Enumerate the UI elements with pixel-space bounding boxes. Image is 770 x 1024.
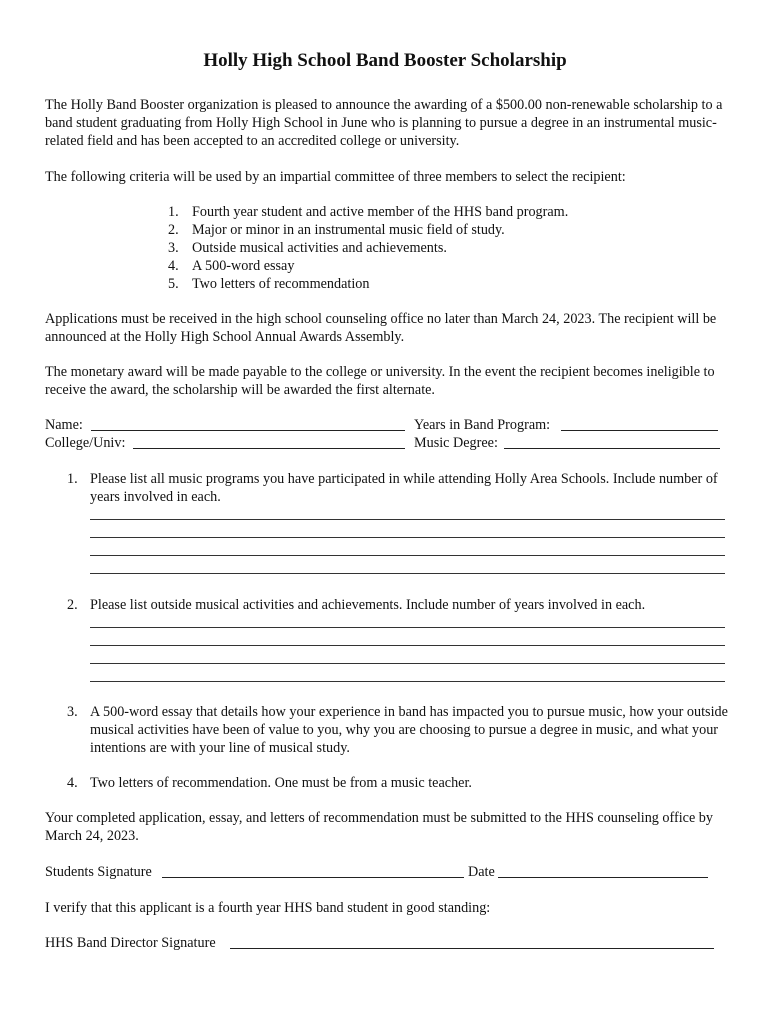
intro-paragraph: The Holly Band Booster organization is pleased to announce the awarding of a $500.00 non-renewable scholarship to a band student graduating from Holly High School in June who is planning to pursue a degree in an instrumental music-related field and has been accepted to an accredited college or university. bbox=[45, 97, 723, 149]
answer-line[interactable] bbox=[90, 537, 725, 538]
question-number: 2. bbox=[67, 597, 78, 613]
director-signature-field[interactable] bbox=[230, 948, 714, 949]
list-item bbox=[168, 275, 688, 293]
submit-paragraph: Your completed application, essay, and letters of recommendation must be submitted to the HHS counseling office by March 24, 2023. bbox=[45, 810, 713, 844]
question-4 bbox=[45, 774, 735, 792]
name-label: Name: bbox=[45, 417, 83, 433]
college-field[interactable] bbox=[133, 448, 405, 449]
list-number: 1. bbox=[168, 204, 179, 220]
answer-line[interactable] bbox=[90, 663, 725, 664]
list-item bbox=[168, 257, 688, 275]
student-signature-label: Students Signature bbox=[45, 864, 152, 880]
list-number: 2. bbox=[168, 222, 179, 238]
question-text: Please list all music programs you have participated in while attending Holly Area Schools. Include number of years involved in each. bbox=[90, 471, 718, 505]
college-label: College/Univ: bbox=[45, 435, 126, 451]
question-number: 1. bbox=[67, 471, 78, 487]
list-number: 5. bbox=[168, 276, 179, 292]
name-field[interactable] bbox=[91, 430, 405, 431]
verify-statement: I verify that this applicant is a fourth year HHS band student in good standing: bbox=[45, 900, 491, 916]
criteria-intro: The following criteria will be used by an impartial committee of three members to select the recipient: bbox=[45, 169, 626, 185]
list-item bbox=[168, 203, 688, 221]
list-text: Outside musical activities and achievements. bbox=[192, 240, 447, 256]
list-number: 3. bbox=[168, 240, 179, 256]
answer-line[interactable] bbox=[90, 645, 725, 646]
answer-line[interactable] bbox=[90, 555, 725, 556]
degree-field[interactable] bbox=[504, 448, 720, 449]
question-text: Please list outside musical activities and achievements. Include number of years involved in each. bbox=[90, 597, 646, 613]
question-number: 4. bbox=[67, 775, 78, 791]
page-title: Holly High School Band Booster Scholarship bbox=[203, 50, 567, 71]
question-1 bbox=[45, 470, 735, 506]
answer-line[interactable] bbox=[90, 573, 725, 574]
student-signature-field[interactable] bbox=[162, 877, 464, 878]
question-text: Two letters of recommendation. One must be from a music teacher. bbox=[90, 775, 472, 791]
list-item bbox=[168, 239, 688, 257]
list-text: Fourth year student and active member of the HHS band program. bbox=[192, 204, 569, 220]
question-2 bbox=[45, 596, 735, 614]
payment-paragraph: The monetary award will be made payable to the college or university. In the event the recipient becomes ineligible to receive the award, the scholarship will be awarded the first alternate. bbox=[45, 364, 715, 398]
list-text: Major or minor in an instrumental music field of study. bbox=[192, 222, 505, 238]
answer-line[interactable] bbox=[90, 519, 725, 520]
criteria-list bbox=[168, 203, 688, 293]
answer-line[interactable] bbox=[90, 627, 725, 628]
list-item bbox=[168, 221, 688, 239]
list-text: A 500-word essay bbox=[192, 258, 295, 274]
date-label: Date bbox=[468, 864, 495, 880]
question-3 bbox=[45, 703, 735, 757]
years-label: Years in Band Program: bbox=[414, 417, 551, 433]
list-number: 4. bbox=[168, 258, 179, 274]
director-signature-label: HHS Band Director Signature bbox=[45, 935, 216, 951]
years-field[interactable] bbox=[561, 430, 718, 431]
question-text: A 500-word essay that details how your experience in band has impacted you to pursue music, how your outside musical activities have been of value to you, why you are choosing to pursue a degree in music, and what your intentions are with your line of musical study. bbox=[90, 704, 728, 756]
date-field[interactable] bbox=[498, 877, 708, 878]
list-text: Two letters of recommendation bbox=[192, 276, 370, 292]
question-number: 3. bbox=[67, 704, 78, 720]
answer-line[interactable] bbox=[90, 681, 725, 682]
deadline-paragraph: Applications must be received in the high school counseling office no later than March 24, 2023. The recipient will be announced at the Holly High School Annual Awards Assembly. bbox=[45, 311, 717, 345]
degree-label: Music Degree: bbox=[414, 435, 498, 451]
